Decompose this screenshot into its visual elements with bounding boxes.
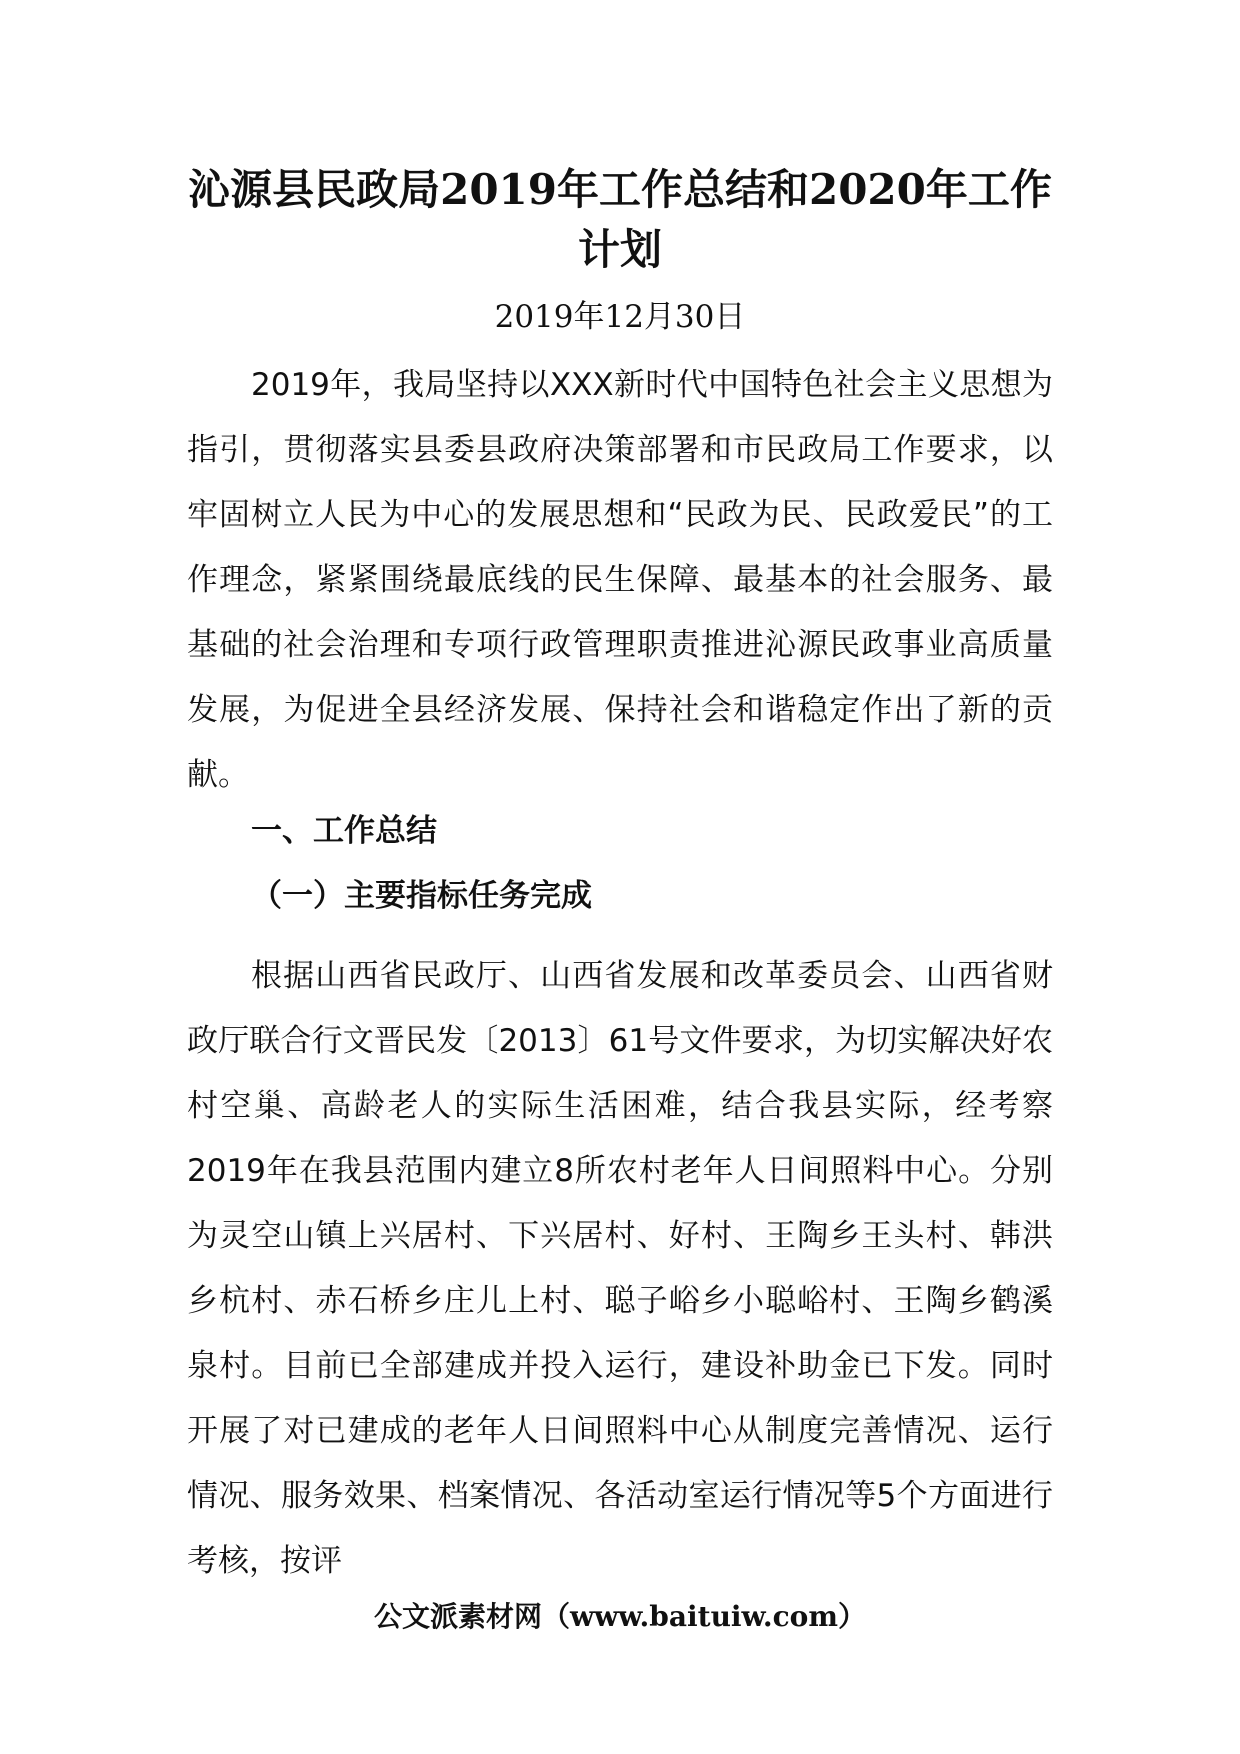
intro-paragraph: 2019年，我局坚持以XXX新时代中国特色社会主义思想为指引，贯彻落实县委县政府决策部署和市民政局工作要求，以牢固树立人民为中心的发展思想和“民政为民、民政爱民”的工作理念，紧紧围绕最底线的民生保障、最基本的社会服务、最基础的社会治理和专项行政管理职责推进沁源民政事业高质量发展，为促进全县经济发展、保持社会和谐稳定作出了新的贡献。 bbox=[187, 367, 1053, 793]
footer-watermark: 公文派素材网（www.baituiw.com） bbox=[374, 1600, 866, 1633]
body-paragraph: 根据山西省民政厅、山西省发展和改革委员会、山西省财政厅联合行文晋民发〔2013〕61号文件要求，为切实解决好农村空巢、高龄老人的实际生活困难，结合我县实际，经考察2019年在我县范围内建立8所农村老年人日间照料中心。分别为灵空山镇上兴居村、下兴居村、好村、王陶乡王头村、韩洪乡杭村、赤石桥乡庄儿上村、聪子峪乡小聪峪村、王陶乡鹤溪泉村。目前已全部建成并投入运行，建设补助金已下发。同时开展了对已建成的老年人日间照料中心从制度完善情况、运行情况、服务效果、档案情况、各活动室运行情况等5个方面进行考核，按评 bbox=[187, 958, 1053, 1579]
document-date: 2019年12月30日 bbox=[494, 299, 746, 335]
document-title: 沁源县民政局2019年工作总结和2020年工作计划 bbox=[188, 165, 1052, 274]
subsection-heading: （一）主要指标任务完成 bbox=[251, 878, 592, 914]
section-heading: 一、工作总结 bbox=[251, 813, 437, 849]
